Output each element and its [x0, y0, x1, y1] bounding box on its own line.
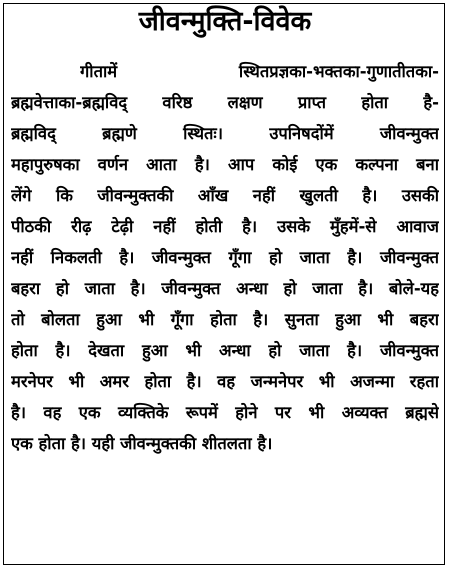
text-line: है। वह एक व्यक्तिके रूपमें होने पर भी अव्यक्त ब्रह्मसे [11, 403, 439, 422]
text-line: गीतामें स्थितप्रज्ञका-भक्तका-गुणातीतका- [80, 62, 439, 81]
text-line: बहरा हो जाता है। जीवन्मुक्त अन्धा हो जाता है। बोले-यह [11, 279, 439, 298]
text-line: पीठकी रीढ़ टेढ़ी नहीं होती है। उसके मुँहमें-से आवाज [11, 217, 439, 236]
text-line: एक होता है। यही जीवन्मुक्तकी शीतलता है। [11, 434, 273, 453]
text-line: तो बोलता हुआ भी गूँगा होता है। सुनता हुआ भी बहरा [11, 310, 439, 329]
text-line: लेंगे कि जीवन्मुक्तकी आँख नहीं खुलती है। उसकी [11, 186, 439, 205]
text-line: नहीं निकलती है। जीवन्मुक्त गूँगा हो जाता है। जीवन्मुक्त [11, 248, 439, 267]
text-line: मरनेपर भी अमर होता है। वह जन्मनेपर भी अजन्मा रहता [11, 372, 439, 391]
text-line: महापुरुषका वर्णन आता है। आप कोई एक कल्पना बना [11, 155, 439, 174]
text-line: ब्रह्मवेत्ताका-ब्रह्मविद् वरिष्ठ लक्षण प्राप्त होता है- [11, 93, 439, 112]
text-line: ब्रह्मविद् ब्रह्मणे स्थितः। उपनिषदोंमें जीवन्मुक्त [11, 124, 439, 143]
page-title: जीवन्मुक्ति-विवेक [138, 6, 312, 37]
text-line: होता है। देखता हुआ भी अन्धा हो जाता है। जीवन्मुक्त [11, 341, 439, 360]
